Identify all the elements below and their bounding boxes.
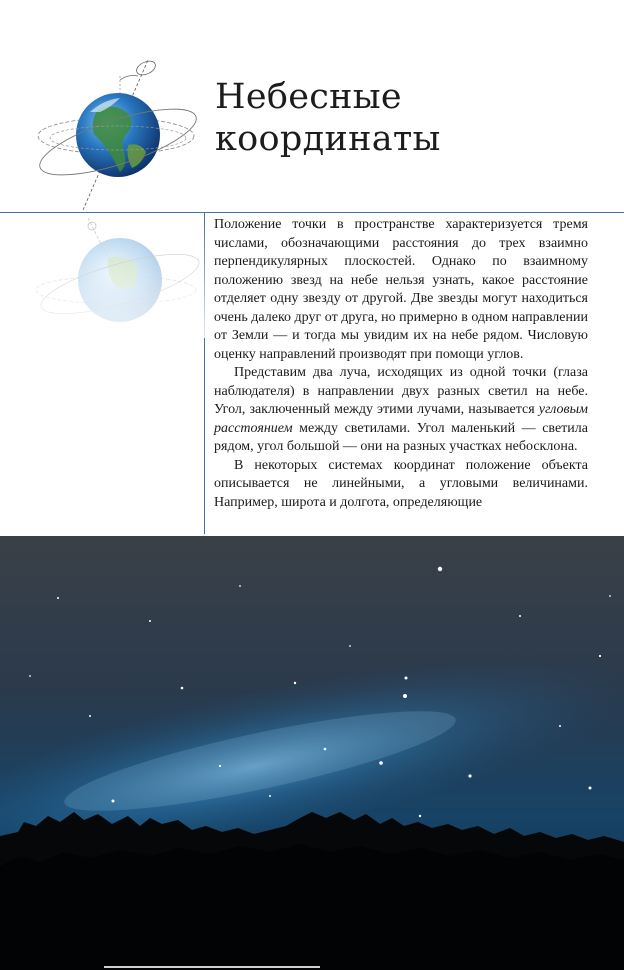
paragraph-2 (214, 364, 588, 457)
title-line-2: координаты (215, 119, 441, 159)
angular-distance-term: угловым расстоянием (214, 402, 588, 436)
bottom-scroll-indicator (104, 966, 320, 968)
horizontal-divider (0, 212, 624, 213)
globe-axes-illustration (28, 50, 208, 215)
night-sky-photo (0, 536, 624, 970)
paragraph-2-end: между светилами. Угол маленький — светила рядом, угол большой — они на разных участках небосклона. (214, 420, 588, 454)
paragraph-3: В некоторых системах координат положение объекта описывается не линейными, а угловыми величинами. Например, широта и долгота, определяющие (214, 457, 588, 510)
title-line-1: Небесные (215, 77, 402, 117)
paragraph-1: Положение точки в пространстве характеризуется тремя числами, обозначающими расстояния до трех взаимно перпендикулярных плоскостей. Однако по взаимному положению звезд на небе нельзя узнать, какое расстояние отделяет одну звезду от другой. Две звезды могут находиться очень далеко друг от друга, но примерно в одном направлении от Земли — и тогда мы увидим их на небе рядом. Числовую оценку направлений производят при помощи углов. (214, 217, 588, 362)
paragraph-2-start: Представим два луча, исходящих из одной точки (глаза наблюдателя) в направлении двух разных светил на небе. Угол, заключенный между этими лучами, называется (214, 365, 588, 417)
faded-globe-illustration (28, 218, 208, 338)
body-text (214, 216, 588, 512)
page-title (215, 76, 441, 160)
